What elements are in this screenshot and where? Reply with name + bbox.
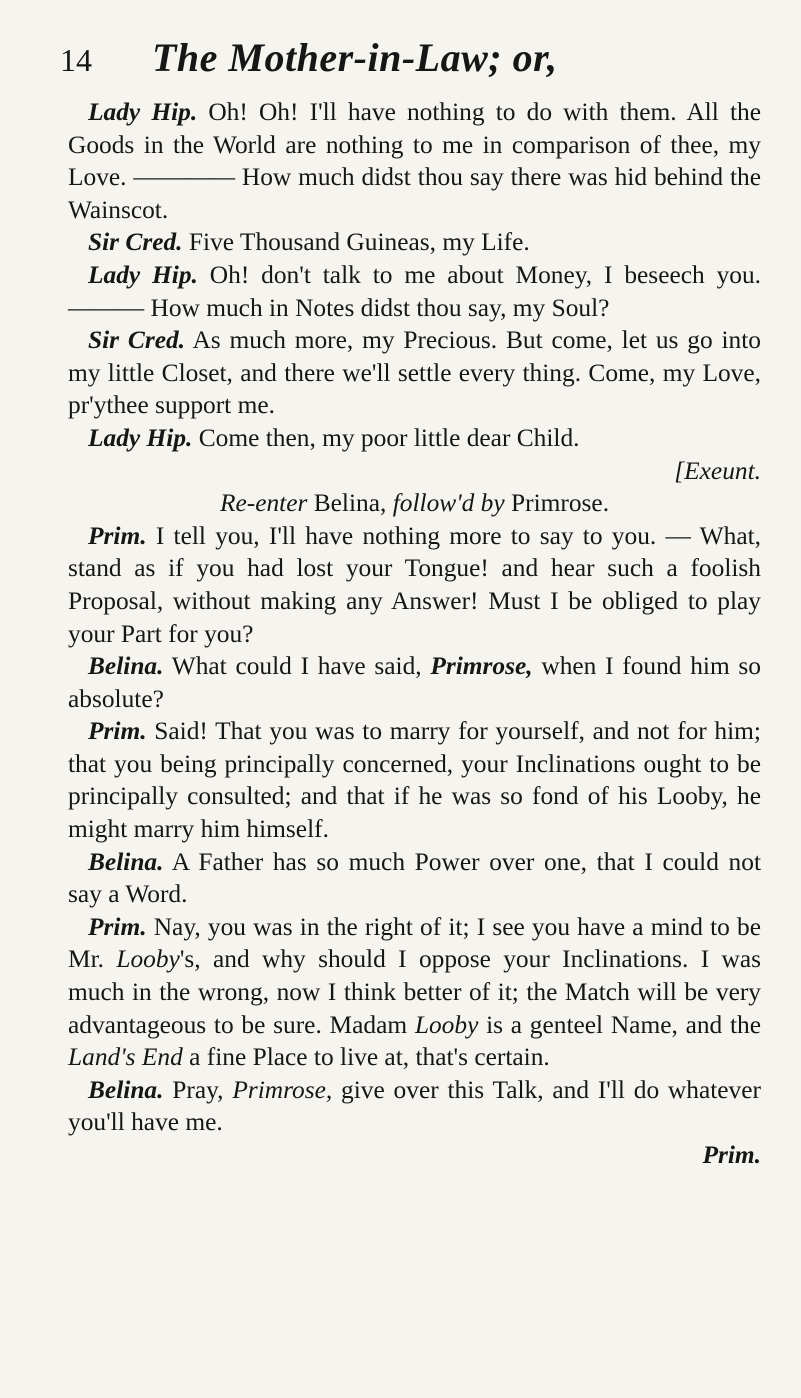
speech	[68, 520, 761, 650]
speaker-name: Prim.	[88, 521, 147, 550]
speech	[68, 846, 761, 911]
speech	[68, 324, 761, 422]
speaker-name: Belina.	[88, 847, 164, 876]
speech	[68, 715, 761, 845]
page-header	[60, 34, 761, 96]
speech	[68, 96, 761, 226]
speech	[68, 650, 761, 715]
speech-text: Five Thousand Guineas, my Life.	[188, 228, 530, 257]
speech	[68, 226, 761, 259]
speaker-name: Sir Cred.	[88, 326, 186, 355]
speech-text: Come then, my poor little dear Child.	[198, 423, 580, 452]
speech: Prim. Nay, you was in the right of it; I see you have a mind to be Mr. Looby's, and why should I oppose your Inclinations. I was much in the wrong, now I think better of it; the Match will be very advantageous to be sure. Madam Looby is a genteel Name, and the Land's End a fine Place to live at, that's certain.	[68, 912, 761, 1072]
speech-text: A Father has so much Power over one, that I could not say a Word.	[68, 847, 761, 909]
speech-text: I tell you, I'll have nothing more to say to you. — What, stand as if you had lost your Tongue! and hear such a foolish Proposal, without making any Answer! Must I be obliged to play your Part for you?	[68, 521, 762, 648]
speech: Belina. Pray, Primrose, give over this Talk, and I'll do whatever you'll have me.	[68, 1075, 761, 1137]
page-number: 14	[60, 42, 92, 78]
speaker-name: Prim.	[88, 912, 147, 941]
speaker-name: Belina.	[88, 652, 164, 681]
stage-direction-reenter: Re-enter Belina, follow'd by Primrose.	[219, 489, 610, 518]
name-reference: Primrose,	[430, 652, 533, 681]
speech-text: Said! That you was to marry for yourself, and not for him; that you being principally concerned, your Inclinations ought to be principally consulted; and that if he was so fond of his Looby, he might marry him himself.	[68, 717, 761, 844]
speaker-name: Belina.	[88, 1075, 164, 1104]
speech	[68, 422, 761, 455]
page-body	[68, 96, 761, 1172]
catchword: Prim.	[702, 1141, 761, 1169]
speaker-name: Sir Cred.	[88, 228, 183, 257]
stage-direction-exeunt: [Exeunt.	[674, 456, 761, 485]
speaker-name: Lady Hip.	[88, 423, 193, 452]
running-head: The Mother-in-Law; or,	[152, 35, 558, 80]
speech-text: As much more, my Precious. But come, let us go into my little Closet, and there we'll settle every thing. Come, my Love, pr'ythee support me.	[68, 326, 761, 420]
speaker-name: Lady Hip.	[88, 98, 198, 126]
speaker-name: Lady Hip.	[88, 260, 198, 289]
speech-text: when I found him so absolute?	[68, 652, 761, 713]
speech-text: Oh! Oh! I'll have nothing to do with them. All the Goods in the World are nothing to me in comparison of thee, my Love. ———— How much didst thou say there was hid behind the Wainscot.	[68, 98, 761, 224]
speaker-name: Prim.	[88, 717, 147, 746]
speech	[68, 259, 761, 324]
speech-text: What could I have said,	[171, 652, 422, 681]
speech-text: Oh! don't talk to me about Money, I beseech you. ——— How much in Notes didst thou say, my Soul?	[68, 260, 762, 322]
